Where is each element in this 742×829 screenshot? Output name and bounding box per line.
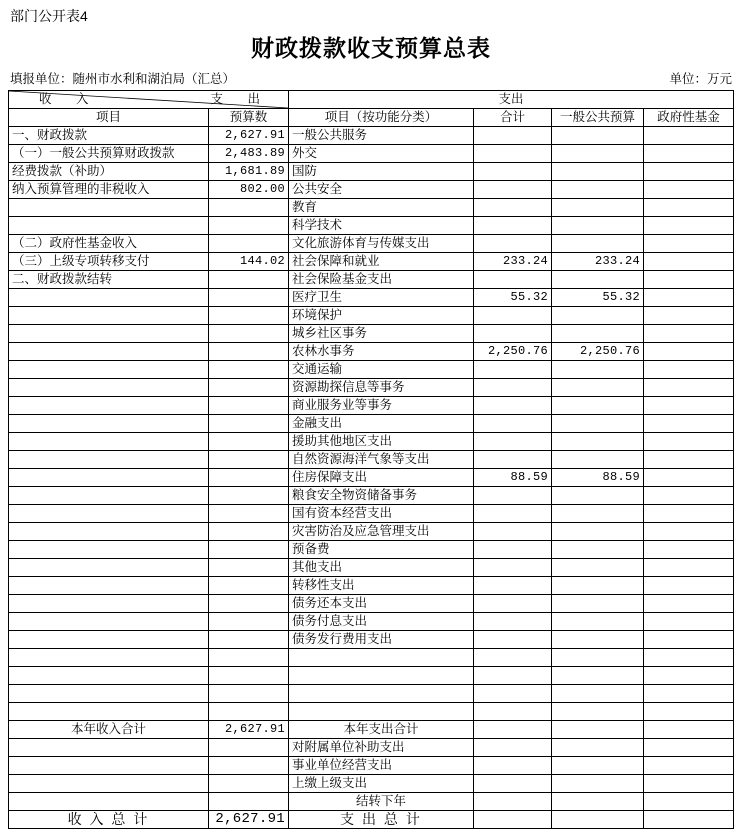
expense-general-cell (552, 307, 644, 325)
table-row (9, 343, 734, 361)
grand-expense-label: 支 出 总 计 (289, 811, 474, 829)
expense-item-cell: 外交 (289, 145, 474, 163)
income-item-cell (9, 595, 209, 613)
expense-total-cell (474, 667, 552, 685)
table-row (9, 631, 734, 649)
expense-total-cell (474, 271, 552, 289)
expense-total-cell: 88.59 (474, 469, 552, 487)
expense-general-cell (552, 577, 644, 595)
expense-general-cell (552, 181, 644, 199)
meta-row (8, 69, 734, 90)
expense-item-cell: 自然资源海洋气象等支出 (289, 451, 474, 469)
table-row (9, 541, 734, 559)
table-row (9, 685, 734, 703)
expense-item-cell: 社会保险基金支出 (289, 271, 474, 289)
income-value-cell (209, 307, 289, 325)
expense-item-cell: 灾害防治及应急管理支出 (289, 523, 474, 541)
expense-total-cell (474, 379, 552, 397)
expense-general-cell (552, 523, 644, 541)
expense-fund-cell (644, 775, 734, 793)
expense-general-cell (552, 667, 644, 685)
expense-item-cell: 对附属单位补助支出 (289, 739, 474, 757)
table-row (9, 559, 734, 577)
expense-item-cell: 债务付息支出 (289, 613, 474, 631)
expense-fund-cell (644, 199, 734, 217)
table-row (9, 649, 734, 667)
expense-total-cell (474, 163, 552, 181)
expense-fund-cell (644, 613, 734, 631)
table-row (9, 127, 734, 145)
income-value-cell (209, 325, 289, 343)
table-row (9, 793, 734, 811)
expense-fund-cell (644, 451, 734, 469)
reporting-unit: 填报单位：随州市水利和湖泊局（汇总） (10, 72, 236, 86)
expense-total-cell (474, 433, 552, 451)
expense-general-cell: 55.32 (552, 289, 644, 307)
expense-total-cell (474, 649, 552, 667)
expense-fund-cell (644, 757, 734, 775)
income-item-cell: （三）上级专项转移支付 (9, 253, 209, 271)
expense-item-cell: 事业单位经营支出 (289, 757, 474, 775)
expense-general-cell (552, 199, 644, 217)
expense-year-total-value (474, 721, 552, 739)
income-item-cell (9, 343, 209, 361)
expense-general-header: 一般公共预算 (552, 109, 644, 127)
expense-item-cell (289, 649, 474, 667)
table-row (9, 271, 734, 289)
table-row (9, 469, 734, 487)
expense-total-cell (474, 487, 552, 505)
expense-item-cell: 援助其他地区支出 (289, 433, 474, 451)
expense-fund-cell (644, 487, 734, 505)
amount-unit: 单位：万元 (669, 72, 732, 86)
expense-total-cell (474, 523, 552, 541)
expense-total-cell: 233.24 (474, 253, 552, 271)
income-item-cell (9, 217, 209, 235)
grand-income-value: 2,627.91 (209, 811, 289, 829)
expense-general-cell (552, 505, 644, 523)
income-value-cell (209, 289, 289, 307)
expense-item-cell: 科学技术 (289, 217, 474, 235)
table-row (9, 145, 734, 163)
expense-fund-cell (644, 379, 734, 397)
income-value-cell: 144.02 (209, 253, 289, 271)
expense-item-cell: 公共安全 (289, 181, 474, 199)
income-item-cell (9, 649, 209, 667)
expense-item-cell: 转移性支出 (289, 577, 474, 595)
table-row (9, 253, 734, 271)
income-value-cell (209, 631, 289, 649)
income-item-cell (9, 487, 209, 505)
income-value-cell (209, 703, 289, 721)
expense-total-cell (474, 127, 552, 145)
expense-item-cell (289, 667, 474, 685)
expense-general-cell: 88.59 (552, 469, 644, 487)
income-value-cell (209, 271, 289, 289)
table-row (9, 379, 734, 397)
table-body (9, 127, 734, 829)
income-item-cell (9, 451, 209, 469)
expense-item-cell: 商业服务业等事务 (289, 397, 474, 415)
income-value-cell (209, 199, 289, 217)
income-item-cell (9, 775, 209, 793)
expense-fund-cell (644, 217, 734, 235)
expense-total-cell (474, 775, 552, 793)
table-row (9, 361, 734, 379)
budget-table (8, 90, 734, 829)
expense-total-cell: 55.32 (474, 289, 552, 307)
expense-general-cell (552, 487, 644, 505)
table-row (9, 775, 734, 793)
expense-fund-cell (644, 163, 734, 181)
table-row (9, 415, 734, 433)
table-row (9, 613, 734, 631)
expense-item-cell: 其他支出 (289, 559, 474, 577)
expense-general-cell (552, 793, 644, 811)
expense-total-cell (474, 703, 552, 721)
grand-total-row (9, 811, 734, 829)
expense-fund-cell (644, 433, 734, 451)
income-value-cell (209, 235, 289, 253)
grand-expense-total (474, 811, 552, 829)
expense-total-cell (474, 325, 552, 343)
expense-fund-cell (644, 235, 734, 253)
expense-fund-cell (644, 271, 734, 289)
expense-total-cell (474, 217, 552, 235)
income-corner-header (9, 91, 289, 109)
expense-general-cell (552, 613, 644, 631)
income-value-cell: 2,627.91 (209, 127, 289, 145)
expense-general-cell (552, 451, 644, 469)
expense-year-total-general (552, 721, 644, 739)
expense-item-cell: 环境保护 (289, 307, 474, 325)
table-row (9, 523, 734, 541)
expense-fund-cell (644, 145, 734, 163)
income-item-cell (9, 559, 209, 577)
expense-fund-cell (644, 181, 734, 199)
table-row (9, 757, 734, 775)
expense-general-cell (552, 631, 644, 649)
table-row (9, 703, 734, 721)
grand-expense-general (552, 811, 644, 829)
expense-total-cell (474, 595, 552, 613)
income-item-cell (9, 523, 209, 541)
income-item-cell (9, 397, 209, 415)
expense-fund-cell (644, 127, 734, 145)
income-item-cell (9, 613, 209, 631)
table-row (9, 595, 734, 613)
table-header-row-1 (9, 91, 734, 109)
income-value-cell (209, 595, 289, 613)
income-item-cell (9, 685, 209, 703)
income-budget-header: 预算数 (209, 109, 289, 127)
expense-general-cell (552, 235, 644, 253)
expense-item-cell: 预备费 (289, 541, 474, 559)
expense-group-header: 支出 (289, 91, 734, 109)
expense-general-cell (552, 325, 644, 343)
expense-total-cell (474, 577, 552, 595)
table-row (9, 487, 734, 505)
expense-item-cell: 住房保障支出 (289, 469, 474, 487)
expense-fund-cell (644, 577, 734, 595)
expense-fund-cell (644, 415, 734, 433)
expense-general-cell (552, 271, 644, 289)
expense-item-cell: 金融支出 (289, 415, 474, 433)
expense-general-cell (552, 703, 644, 721)
expense-general-cell (552, 379, 644, 397)
income-value-cell (209, 523, 289, 541)
income-value-cell (209, 649, 289, 667)
expense-total-cell (474, 307, 552, 325)
income-item-cell (9, 757, 209, 775)
income-value-cell (209, 217, 289, 235)
income-value-cell (209, 793, 289, 811)
expense-general-cell (552, 397, 644, 415)
expense-item-cell: 社会保障和就业 (289, 253, 474, 271)
expense-total-cell: 2,250.76 (474, 343, 552, 361)
income-value-cell (209, 397, 289, 415)
expense-total-cell (474, 613, 552, 631)
expense-item-cell: 城乡社区事务 (289, 325, 474, 343)
expense-general-cell (552, 433, 644, 451)
expense-item-header: 项目（按功能分类） (289, 109, 474, 127)
year-total-row (9, 721, 734, 739)
expense-item-cell: 国有资本经营支出 (289, 505, 474, 523)
expense-total-cell (474, 793, 552, 811)
expense-total-cell (474, 505, 552, 523)
income-item-cell (9, 703, 209, 721)
income-item-cell (9, 505, 209, 523)
table-row (9, 433, 734, 451)
expense-general-cell (552, 595, 644, 613)
income-value-cell (209, 343, 289, 361)
income-item-cell: 一、财政拨款 (9, 127, 209, 145)
income-item-cell: 纳入预算管理的非税收入 (9, 181, 209, 199)
expense-item-cell: 资源勘探信息等事务 (289, 379, 474, 397)
expense-fund-cell (644, 361, 734, 379)
expense-fund-cell (644, 289, 734, 307)
expense-general-cell (552, 775, 644, 793)
corner-income-label: 收 入 (39, 92, 95, 106)
income-value-cell: 802.00 (209, 181, 289, 199)
grand-income-label: 收 入 总 计 (9, 811, 209, 829)
expense-fund-cell (644, 703, 734, 721)
expense-general-cell (552, 757, 644, 775)
page-title: 财政拨款收支预算总表 (251, 36, 491, 61)
expense-general-cell (552, 415, 644, 433)
expense-item-cell: 上缴上级支出 (289, 775, 474, 793)
expense-general-cell (552, 541, 644, 559)
income-value-cell (209, 685, 289, 703)
income-value-cell: 1,681.89 (209, 163, 289, 181)
expense-total-header: 合计 (474, 109, 552, 127)
income-item-cell (9, 379, 209, 397)
income-value-cell (209, 361, 289, 379)
expense-item-cell: 医疗卫生 (289, 289, 474, 307)
expense-fund-cell (644, 559, 734, 577)
income-item-header: 项目 (9, 109, 209, 127)
income-item-cell (9, 631, 209, 649)
expense-total-cell (474, 397, 552, 415)
expense-fund-cell (644, 325, 734, 343)
expense-total-cell (474, 685, 552, 703)
income-item-cell (9, 469, 209, 487)
expense-general-cell (552, 685, 644, 703)
expense-item-cell (289, 703, 474, 721)
income-year-total-label: 本年收入合计 (9, 721, 209, 739)
income-value-cell (209, 379, 289, 397)
expense-fund-cell (644, 667, 734, 685)
expense-total-cell (474, 235, 552, 253)
income-year-total-value: 2,627.91 (209, 721, 289, 739)
income-item-cell (9, 667, 209, 685)
expense-total-cell (474, 145, 552, 163)
expense-total-cell (474, 757, 552, 775)
income-value-cell: 2,483.89 (209, 145, 289, 163)
expense-general-cell (552, 361, 644, 379)
table-row (9, 307, 734, 325)
expense-total-cell (474, 631, 552, 649)
expense-general-cell: 2,250.76 (552, 343, 644, 361)
expense-general-cell (552, 163, 644, 181)
expense-fund-cell (644, 505, 734, 523)
expense-item-cell: 教育 (289, 199, 474, 217)
expense-fund-cell (644, 685, 734, 703)
expense-fund-cell (644, 541, 734, 559)
table-row (9, 217, 734, 235)
income-value-cell (209, 433, 289, 451)
document-code: 部门公开表4 (10, 8, 88, 24)
table-row (9, 397, 734, 415)
income-item-cell: 经费拨款（补助） (9, 163, 209, 181)
expense-fund-cell (644, 307, 734, 325)
expense-general-cell (552, 559, 644, 577)
income-value-cell (209, 757, 289, 775)
income-item-cell (9, 289, 209, 307)
expense-total-cell (474, 361, 552, 379)
expense-fund-cell (644, 793, 734, 811)
income-item-cell (9, 577, 209, 595)
expense-item-cell: 债务发行费用支出 (289, 631, 474, 649)
income-value-cell (209, 541, 289, 559)
income-item-cell (9, 361, 209, 379)
income-value-cell (209, 451, 289, 469)
expense-fund-cell (644, 649, 734, 667)
expense-fund-cell (644, 469, 734, 487)
expense-fund-cell (644, 397, 734, 415)
expense-total-cell (474, 559, 552, 577)
grand-expense-fund (644, 811, 734, 829)
income-item-cell (9, 199, 209, 217)
table-row (9, 451, 734, 469)
income-item-cell: （一）一般公共预算财政拨款 (9, 145, 209, 163)
income-item-cell (9, 793, 209, 811)
expense-item-cell: 文化旅游体育与传媒支出 (289, 235, 474, 253)
income-item-cell (9, 433, 209, 451)
expense-fund-cell (644, 523, 734, 541)
expense-item-cell: 结转下年 (289, 793, 474, 811)
expense-fund-cell (644, 253, 734, 271)
expense-total-cell (474, 451, 552, 469)
income-item-cell (9, 325, 209, 343)
income-value-cell (209, 415, 289, 433)
table-row (9, 181, 734, 199)
expense-fund-cell (644, 595, 734, 613)
income-value-cell (209, 559, 289, 577)
table-row (9, 325, 734, 343)
expense-item-cell: 国防 (289, 163, 474, 181)
corner-expense-label: 支 出 (210, 92, 266, 106)
expense-total-cell (474, 181, 552, 199)
expense-fund-cell (644, 631, 734, 649)
table-header-row-2 (9, 109, 734, 127)
expense-fund-cell (644, 343, 734, 361)
expense-total-cell (474, 541, 552, 559)
income-value-cell (209, 505, 289, 523)
expense-fund-header: 政府性基金 (644, 109, 734, 127)
expense-general-cell (552, 127, 644, 145)
expense-item-cell: 债务还本支出 (289, 595, 474, 613)
expense-year-total-label: 本年支出合计 (289, 721, 474, 739)
income-value-cell (209, 577, 289, 595)
table-row (9, 199, 734, 217)
expense-total-cell (474, 415, 552, 433)
expense-item-cell: 农林水事务 (289, 343, 474, 361)
expense-total-cell (474, 199, 552, 217)
expense-general-cell (552, 649, 644, 667)
expense-item-cell: 交通运输 (289, 361, 474, 379)
income-item-cell: （二）政府性基金收入 (9, 235, 209, 253)
income-value-cell (209, 775, 289, 793)
income-item-cell (9, 415, 209, 433)
table-row (9, 505, 734, 523)
table-row (9, 163, 734, 181)
income-value-cell (209, 613, 289, 631)
expense-item-cell: 粮食安全物资储备事务 (289, 487, 474, 505)
table-row (9, 289, 734, 307)
expense-year-total-fund (644, 721, 734, 739)
table-row (9, 577, 734, 595)
income-value-cell (209, 667, 289, 685)
expense-item-cell: 一般公共服务 (289, 127, 474, 145)
income-value-cell (209, 487, 289, 505)
expense-general-cell (552, 217, 644, 235)
expense-general-cell: 233.24 (552, 253, 644, 271)
income-item-cell: 二、财政拨款结转 (9, 271, 209, 289)
income-item-cell (9, 541, 209, 559)
expense-general-cell (552, 145, 644, 163)
income-value-cell (209, 469, 289, 487)
table-row (9, 235, 734, 253)
table-row (9, 667, 734, 685)
income-item-cell (9, 307, 209, 325)
expense-item-cell (289, 685, 474, 703)
